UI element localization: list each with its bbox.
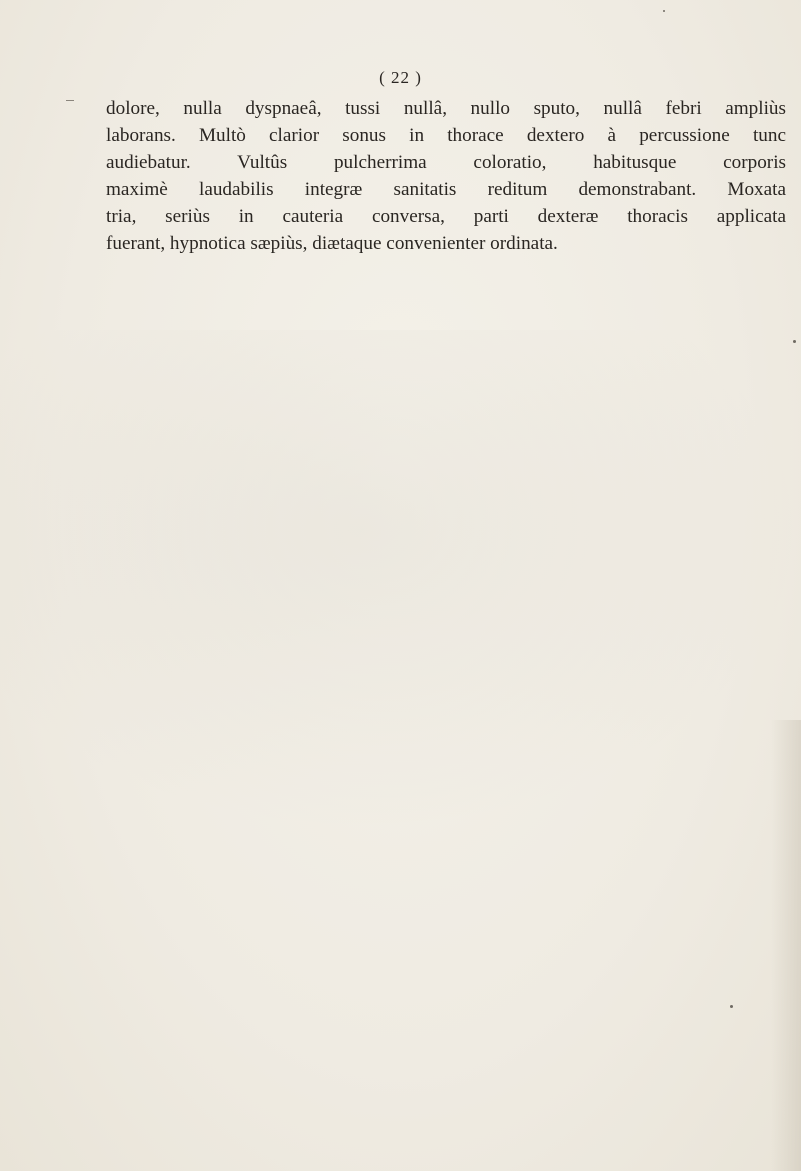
body-paragraph (106, 95, 786, 257)
text-line: fuerant, hypnotica sæpiùs, diætaque convenienter ordinata. (106, 233, 558, 254)
text-line: maximè laudabilis integræ sanitatis reditum demonstrabant. Moxata (106, 179, 786, 200)
bleed-through-shading (0, 330, 801, 830)
page-edge-shadow (771, 720, 801, 1171)
text-line: laborans. Multò clarior sonus in thorace dextero à percussione tunc (106, 125, 786, 146)
text-line: audiebatur. Vultûs pulcherrima coloratio, habitusque corporis (106, 152, 786, 173)
paper-speck (793, 340, 796, 343)
paper-speck (663, 10, 665, 12)
page-number: ( 22 ) (379, 68, 422, 87)
text-line: dolore, nulla dyspnaeâ, tussi nullâ, nullo sputo, nullâ febri ampliùs (106, 98, 786, 119)
text-line: tria, seriùs in cauteria conversa, parti dexteræ thoracis applicata (106, 206, 786, 227)
paper-speck (730, 1005, 733, 1008)
margin-mark (66, 100, 74, 101)
